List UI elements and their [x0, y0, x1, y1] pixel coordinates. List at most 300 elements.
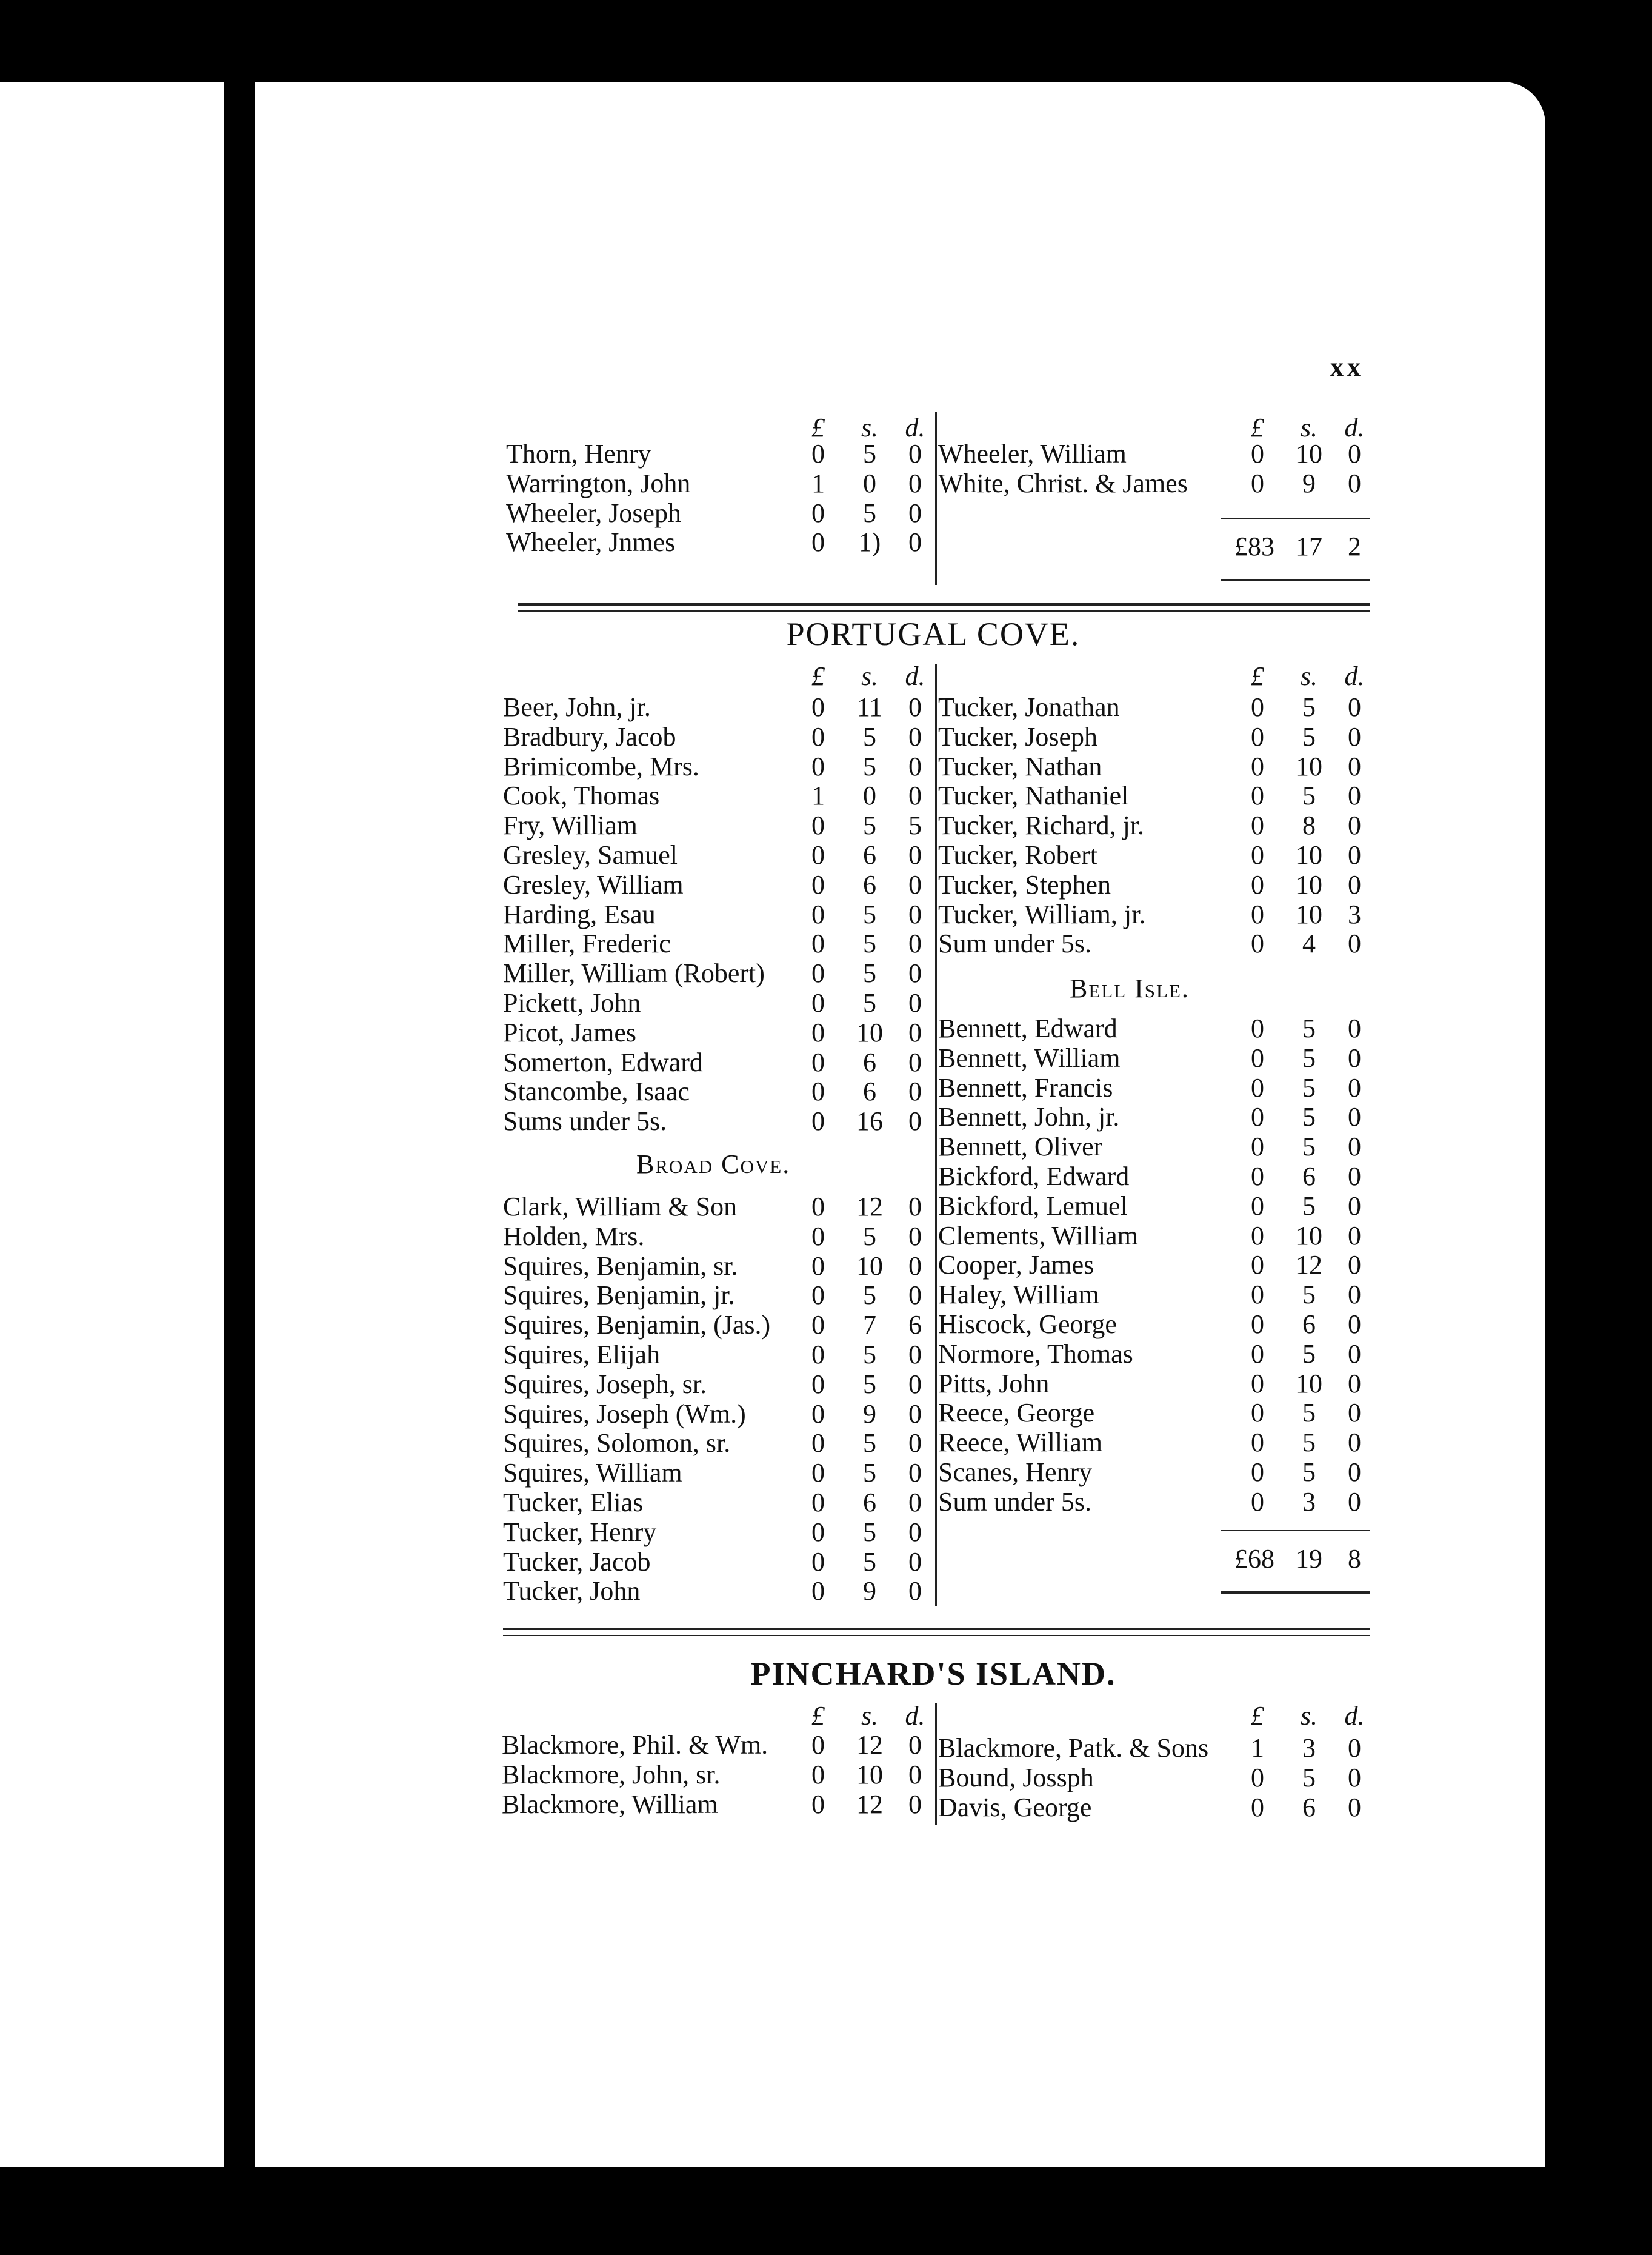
subscriber-name: Sums under 5s. — [503, 1106, 667, 1137]
shillings-value: 11 — [856, 692, 883, 722]
shillings-value: 5 — [1302, 1132, 1316, 1162]
pence-value: 0 — [908, 1759, 922, 1789]
shillings-value: 10 — [1296, 869, 1322, 900]
pence-value: 0 — [1348, 1792, 1361, 1822]
pence-value: 0 — [908, 1789, 922, 1819]
section-divider-1 — [518, 603, 1370, 606]
shillings-header: s. — [861, 1701, 879, 1731]
subscriber-name: Bennett, Francis — [938, 1072, 1113, 1103]
pounds-value: 0 — [1251, 1398, 1264, 1428]
subscriber-name: Stancombe, Isaac — [503, 1077, 690, 1107]
subscriber-name: Squires, Elijah — [503, 1339, 661, 1369]
pence-value: 0 — [908, 1546, 922, 1577]
shillings-value: 6 — [863, 1487, 876, 1517]
pounds-value: 0 — [1251, 1792, 1264, 1822]
shillings-value: 10 — [1296, 1220, 1322, 1251]
pence-value: 0 — [908, 498, 922, 528]
pence-value: 0 — [1348, 1014, 1361, 1043]
shillings-value: 5 — [863, 1458, 876, 1488]
subscriber-name: Squires, Solomon, sr. — [503, 1428, 731, 1458]
pounds-value: 0 — [811, 1106, 825, 1137]
subscriber-name: Squires, Benjamin, jr. — [503, 1280, 735, 1311]
shillings-value: 5 — [863, 1339, 876, 1369]
pounds-value: 0 — [811, 1047, 825, 1077]
pounds-value: 0 — [811, 869, 825, 900]
pounds-value: 0 — [811, 958, 825, 989]
shillings-header: s. — [1300, 1701, 1318, 1731]
subscriber-name: Wheeler, William — [938, 439, 1127, 469]
shillings-value: 5 — [1302, 1762, 1316, 1792]
section-title-portugal-cove: PORTUGAL COVE. — [786, 616, 1081, 652]
subscriber-name: Brimicombe, Mrs. — [503, 751, 699, 781]
shillings-value: 5 — [1302, 1102, 1316, 1132]
pounds-value: 0 — [1251, 1368, 1264, 1398]
pence-value: 0 — [1348, 1280, 1361, 1310]
subscriber-name: Scanes, Henry — [938, 1457, 1093, 1487]
subscriber-name: Squires, Joseph (Wm.) — [503, 1398, 746, 1429]
subscriber-name: Bennett, Edward — [938, 1014, 1117, 1043]
pence-value: 0 — [908, 958, 922, 989]
subscriber-name: Bradbury, Jacob — [503, 721, 676, 752]
subscriber-name: Beer, John, jr. — [503, 692, 651, 722]
subscriber-name: Reece, William — [938, 1428, 1103, 1458]
subscriber-name: Tucker, Robert — [938, 840, 1098, 870]
total-shillings: 19 — [1296, 1544, 1322, 1574]
pounds-value: 0 — [811, 1546, 825, 1577]
shillings-value: 5 — [863, 958, 876, 989]
subscriber-name: Miller, William (Robert) — [503, 958, 765, 989]
shillings-value: 10 — [1296, 899, 1322, 929]
shillings-header: s. — [1300, 661, 1318, 691]
pence-value: 0 — [908, 1251, 922, 1281]
shillings-value: 5 — [863, 1517, 876, 1547]
pence-value: 0 — [1348, 751, 1361, 781]
shillings-value: 0 — [863, 781, 876, 811]
subscriber-name: Pitts, John — [938, 1368, 1050, 1398]
pounds-value: 0 — [1251, 1250, 1264, 1280]
top-subtotal-rule — [1221, 518, 1370, 519]
pence-value: 0 — [908, 1077, 922, 1107]
subscriber-name: Tucker, Nathan — [938, 751, 1102, 781]
pence-value: 0 — [908, 840, 922, 870]
pounds-value: 0 — [1251, 721, 1264, 752]
total-pounds: £68 — [1234, 1544, 1274, 1574]
pounds-value: 0 — [811, 721, 825, 752]
shillings-value: 5 — [863, 751, 876, 781]
pounds-value: 0 — [811, 692, 825, 722]
subscriber-name: Wheeler, Jnmes — [506, 527, 676, 558]
pounds-value: 1 — [811, 781, 825, 811]
shillings-value: 5 — [863, 899, 876, 929]
shillings-value: 5 — [863, 810, 876, 841]
subscriber-name: Picot, James — [503, 1017, 636, 1047]
pounds-value: 0 — [1251, 1309, 1264, 1339]
shillings-value: 5 — [863, 498, 876, 528]
shillings-value: 10 — [856, 1017, 883, 1047]
shillings-header: s. — [861, 413, 879, 443]
pounds-value: 0 — [811, 1280, 825, 1311]
shillings-value: 10 — [1296, 1368, 1322, 1398]
section-title-pinchards-island: PINCHARD'S ISLAND. — [750, 1655, 1116, 1692]
shillings-value: 5 — [863, 1221, 876, 1251]
pence-value: 0 — [1348, 1072, 1361, 1103]
shillings-value: 5 — [1302, 1398, 1316, 1428]
subscriber-name: Sum under 5s. — [938, 1486, 1091, 1517]
pence-value: 0 — [908, 781, 922, 811]
shillings-value: 5 — [1302, 781, 1316, 811]
subscriber-name: Tucker, Richard, jr. — [938, 810, 1145, 841]
pence-value: 0 — [1348, 468, 1361, 498]
pence-value: 0 — [1348, 869, 1361, 900]
subscriber-name: Tucker, Jonathan — [938, 692, 1120, 722]
pounds-value: 0 — [1251, 692, 1264, 722]
pounds-value: 0 — [811, 810, 825, 841]
subscriber-name: Warrington, John — [506, 468, 691, 498]
subscriber-name: Bound, Jossph — [938, 1762, 1094, 1792]
shillings-value: 12 — [1296, 1250, 1322, 1280]
shillings-value: 5 — [1302, 692, 1316, 722]
subscriber-name: Normore, Thomas — [938, 1338, 1133, 1369]
pounds-value: 0 — [1251, 1014, 1264, 1043]
pence-value: 0 — [1348, 721, 1361, 752]
subscriber-name: Tucker, William, jr. — [938, 899, 1146, 929]
pence-value: 0 — [1348, 1191, 1361, 1221]
subscriber-name: Blackmore, Patk. & Sons — [938, 1733, 1209, 1763]
pence-value: 0 — [908, 1487, 922, 1517]
subscriber-name: Bennett, Oliver — [938, 1132, 1103, 1162]
pence-value: 0 — [1348, 781, 1361, 811]
subscriber-name: Holden, Mrs. — [503, 1221, 645, 1251]
pence-value: 0 — [1348, 1733, 1361, 1763]
pence-value: 0 — [1348, 1457, 1361, 1487]
pence-value: 0 — [908, 1369, 922, 1399]
portugal-cove-column-divider — [935, 664, 937, 1606]
pence-value: 0 — [1348, 1398, 1361, 1428]
pence-value: 0 — [1348, 1338, 1361, 1369]
pence-value: 0 — [908, 1730, 922, 1760]
subscriber-name: Fry, William — [503, 810, 638, 841]
subscriber-name: Bickford, Lemuel — [938, 1191, 1128, 1221]
shillings-value: 8 — [1302, 810, 1316, 841]
bell-isle-subtotal-rule — [1221, 1530, 1370, 1531]
shillings-value: 5 — [1302, 1043, 1316, 1073]
pounds-value: 1 — [1251, 1733, 1264, 1763]
subscriber-name: Tucker, Elias — [503, 1487, 644, 1517]
subscriber-name: Blackmore, William — [502, 1789, 718, 1819]
subscriber-name: Gresley, Samuel — [503, 840, 678, 870]
pounds-value: 0 — [811, 1339, 825, 1369]
pounds-value: 0 — [811, 929, 825, 959]
shillings-value: 12 — [856, 1789, 883, 1819]
shillings-value: 5 — [863, 439, 876, 469]
shillings-value: 4 — [1302, 929, 1316, 959]
pence-header: d. — [905, 1701, 925, 1731]
shillings-value: 5 — [863, 1546, 876, 1577]
pence-value: 0 — [908, 1428, 922, 1458]
page-number: xx — [1330, 352, 1364, 382]
subscriber-name: Haley, William — [938, 1280, 1099, 1310]
pounds-value: 0 — [811, 1398, 825, 1429]
pounds-value: 0 — [811, 751, 825, 781]
pence-value: 0 — [908, 1221, 922, 1251]
section-divider-1b — [518, 610, 1370, 612]
pence-value: 0 — [1348, 1132, 1361, 1162]
subscriber-name: Thorn, Henry — [506, 439, 651, 469]
subscriber-name: Cooper, James — [938, 1250, 1094, 1280]
pence-value: 0 — [1348, 1368, 1361, 1398]
pence-value: 0 — [908, 751, 922, 781]
shillings-value: 12 — [856, 1192, 883, 1221]
pence-value: 0 — [1348, 1250, 1361, 1280]
subscriber-name: White, Christ. & James — [938, 468, 1188, 498]
pounds-value: 0 — [811, 1310, 825, 1340]
subscriber-name: Clark, William & Son — [503, 1192, 738, 1221]
pounds-value: 0 — [811, 1730, 825, 1760]
pence-value: 0 — [1348, 810, 1361, 841]
total-pence: 8 — [1348, 1544, 1361, 1574]
pence-value: 0 — [1348, 1428, 1361, 1458]
subscriber-name: Miller, Frederic — [503, 929, 671, 959]
pounds-value: 0 — [1251, 1428, 1264, 1458]
pence-value: 5 — [908, 810, 922, 841]
shillings-value: 6 — [863, 1077, 876, 1107]
pounds-value: 0 — [811, 1517, 825, 1547]
pounds-value: 0 — [1251, 810, 1264, 841]
facing-page-edge — [0, 82, 224, 2167]
pence-value: 0 — [1348, 1762, 1361, 1792]
pounds-value: 0 — [811, 1458, 825, 1488]
shillings-value: 5 — [1302, 1338, 1316, 1369]
pence-value: 0 — [908, 987, 922, 1018]
pounds-value: 0 — [811, 1759, 825, 1789]
pence-value: 6 — [908, 1310, 922, 1340]
subscriber-name: Tucker, Stephen — [938, 869, 1111, 900]
shillings-value: 5 — [863, 721, 876, 752]
subscriber-name: Gresley, William — [503, 869, 684, 900]
shillings-value: 5 — [863, 987, 876, 1018]
pence-value: 3 — [1348, 899, 1361, 929]
pence-value: 0 — [1348, 1102, 1361, 1132]
pounds-value: 0 — [1251, 929, 1264, 959]
subscriber-name: Tucker, Henry — [503, 1517, 657, 1547]
pounds-header: £ — [811, 413, 825, 443]
shillings-value: 5 — [863, 1280, 876, 1311]
shillings-header: s. — [861, 661, 879, 691]
pounds-header: £ — [1251, 1701, 1264, 1731]
total-pounds: £83 — [1234, 532, 1274, 561]
subscriber-name: Tucker, John — [503, 1576, 641, 1606]
pence-value: 0 — [1348, 840, 1361, 870]
shillings-value: 6 — [863, 1047, 876, 1077]
pence-value: 0 — [908, 1576, 922, 1606]
shillings-value: 5 — [1302, 1457, 1316, 1487]
pounds-value: 0 — [811, 1017, 825, 1047]
pence-value: 0 — [908, 1398, 922, 1429]
shillings-value: 0 — [863, 468, 876, 498]
subscriber-name: Cook, Thomas — [503, 781, 660, 811]
section-title-bell-isle: Bell Isle. — [1070, 974, 1190, 1003]
pence-value: 0 — [1348, 1161, 1361, 1191]
pence-value: 0 — [908, 1458, 922, 1488]
shillings-value: 7 — [863, 1310, 876, 1340]
pounds-header: £ — [1251, 661, 1264, 691]
pounds-value: 0 — [811, 1576, 825, 1606]
pounds-value: 0 — [1251, 781, 1264, 811]
shillings-value: 5 — [1302, 1072, 1316, 1103]
shillings-value: 5 — [863, 929, 876, 959]
pence-header: d. — [1344, 661, 1365, 691]
subscriber-name: Hiscock, George — [938, 1309, 1117, 1339]
shillings-value: 5 — [863, 1369, 876, 1399]
pence-value: 0 — [1348, 929, 1361, 959]
pounds-value: 0 — [1251, 751, 1264, 781]
subscriber-name: Squires, Benjamin, (Jas.) — [503, 1310, 771, 1340]
shillings-value: 5 — [1302, 1280, 1316, 1310]
subscriber-name: Harding, Esau — [503, 899, 656, 929]
shillings-header: s. — [1300, 413, 1318, 443]
subscriber-name: Blackmore, John, sr. — [502, 1759, 721, 1789]
subscriber-name: Squires, Joseph, sr. — [503, 1369, 707, 1399]
pence-value: 0 — [908, 929, 922, 959]
pounds-value: 0 — [1251, 1161, 1264, 1191]
shillings-value: 9 — [863, 1398, 876, 1429]
subscriber-name: Bickford, Edward — [938, 1161, 1130, 1191]
shillings-value: 6 — [1302, 1792, 1316, 1822]
pence-value: 0 — [908, 468, 922, 498]
pence-value: 0 — [908, 527, 922, 558]
subscriber-name: Reece, George — [938, 1398, 1095, 1428]
pence-header: d. — [1344, 413, 1365, 443]
shillings-value: 10 — [856, 1251, 883, 1281]
pence-value: 0 — [1348, 692, 1361, 722]
pounds-value: 0 — [811, 840, 825, 870]
shillings-value: 16 — [856, 1106, 883, 1137]
pounds-value: 0 — [1251, 1132, 1264, 1162]
pounds-value: 0 — [811, 498, 825, 528]
pounds-value: 0 — [811, 439, 825, 469]
subscriber-name: Tucker, Nathaniel — [938, 781, 1129, 811]
section-divider-2b — [503, 1635, 1370, 1636]
pence-header: d. — [905, 413, 925, 443]
pounds-header: £ — [1251, 413, 1264, 443]
pounds-header: £ — [811, 1701, 825, 1731]
pence-value: 0 — [1348, 439, 1361, 469]
pounds-value: 0 — [1251, 1457, 1264, 1487]
shillings-value: 5 — [1302, 1014, 1316, 1043]
subscriber-name: Somerton, Edward — [503, 1047, 703, 1077]
pounds-value: 0 — [811, 527, 825, 558]
pinchards-column-divider — [935, 1703, 937, 1825]
shillings-value: 12 — [856, 1730, 883, 1760]
shillings-value: 6 — [1302, 1309, 1316, 1339]
shillings-value: 10 — [1296, 439, 1322, 469]
subscriber-name: Wheeler, Joseph — [506, 498, 682, 528]
shillings-value: 3 — [1302, 1733, 1316, 1763]
shillings-value: 3 — [1302, 1486, 1316, 1517]
pence-header: d. — [905, 661, 925, 691]
shillings-value: 5 — [1302, 1428, 1316, 1458]
pounds-value: 0 — [1251, 1072, 1264, 1103]
pence-value: 0 — [1348, 1043, 1361, 1073]
bell-isle-total-underline — [1221, 1591, 1370, 1594]
pounds-header: £ — [811, 661, 825, 691]
shillings-value: 6 — [863, 869, 876, 900]
pence-value: 0 — [908, 1192, 922, 1221]
total-shillings: 17 — [1296, 532, 1322, 561]
shillings-value: 1) — [858, 527, 881, 558]
shillings-value: 5 — [1302, 1191, 1316, 1221]
pence-value: 0 — [908, 721, 922, 752]
pounds-value: 0 — [811, 1251, 825, 1281]
subscriber-name: Bennett, William — [938, 1043, 1121, 1073]
subscriber-name: Clements, William — [938, 1220, 1138, 1251]
pounds-value: 0 — [1251, 1338, 1264, 1369]
subscriber-name: Pickett, John — [503, 987, 641, 1018]
pounds-value: 0 — [1251, 1191, 1264, 1221]
subscriber-name: Tucker, Joseph — [938, 721, 1098, 752]
pounds-value: 0 — [811, 1789, 825, 1819]
pounds-value: 0 — [811, 1487, 825, 1517]
pounds-value: 0 — [1251, 1486, 1264, 1517]
pence-value: 0 — [1348, 1220, 1361, 1251]
pounds-value: 0 — [1251, 1762, 1264, 1792]
subscriber-name: Bennett, John, jr. — [938, 1102, 1120, 1132]
pounds-value: 1 — [811, 468, 825, 498]
subscriber-name: Sum under 5s. — [938, 929, 1091, 959]
pounds-value: 0 — [811, 1369, 825, 1399]
shillings-value: 10 — [1296, 840, 1322, 870]
pounds-value: 0 — [1251, 439, 1264, 469]
pounds-value: 0 — [1251, 1220, 1264, 1251]
top-column-divider — [935, 412, 937, 585]
shillings-value: 9 — [1302, 468, 1316, 498]
pence-value: 0 — [908, 1106, 922, 1137]
shillings-value: 6 — [863, 840, 876, 870]
pounds-value: 0 — [1251, 899, 1264, 929]
shillings-value: 5 — [863, 1428, 876, 1458]
pounds-value: 0 — [1251, 840, 1264, 870]
pence-value: 0 — [908, 1280, 922, 1311]
pounds-value: 0 — [811, 987, 825, 1018]
pence-value: 0 — [908, 1517, 922, 1547]
subscriber-name: Blackmore, Phil. & Wm. — [502, 1730, 768, 1760]
subscriber-name: Davis, George — [938, 1792, 1092, 1822]
shillings-value: 5 — [1302, 721, 1316, 752]
pence-value: 0 — [908, 692, 922, 722]
subscriber-name: Squires, William — [503, 1458, 682, 1488]
section-divider-2 — [503, 1628, 1370, 1630]
pounds-value: 0 — [811, 899, 825, 929]
pounds-value: 0 — [1251, 869, 1264, 900]
pounds-value: 0 — [811, 1221, 825, 1251]
section-title-broad-cove: Broad Cove. — [636, 1149, 791, 1179]
subscriber-name: Squires, Benjamin, sr. — [503, 1251, 738, 1281]
shillings-value: 6 — [1302, 1161, 1316, 1191]
book-spine — [224, 79, 255, 2170]
pounds-value: 0 — [1251, 1102, 1264, 1132]
shillings-value: 10 — [856, 1759, 883, 1789]
pence-value: 0 — [908, 439, 922, 469]
pounds-value: 0 — [1251, 1043, 1264, 1073]
pence-value: 0 — [908, 869, 922, 900]
total-pence: 2 — [1348, 532, 1361, 561]
pence-value: 0 — [908, 1017, 922, 1047]
pence-value: 0 — [1348, 1309, 1361, 1339]
pence-value: 0 — [1348, 1486, 1361, 1517]
shillings-value: 10 — [1296, 751, 1322, 781]
pence-value: 0 — [908, 1339, 922, 1369]
pence-header: d. — [1344, 1701, 1365, 1731]
